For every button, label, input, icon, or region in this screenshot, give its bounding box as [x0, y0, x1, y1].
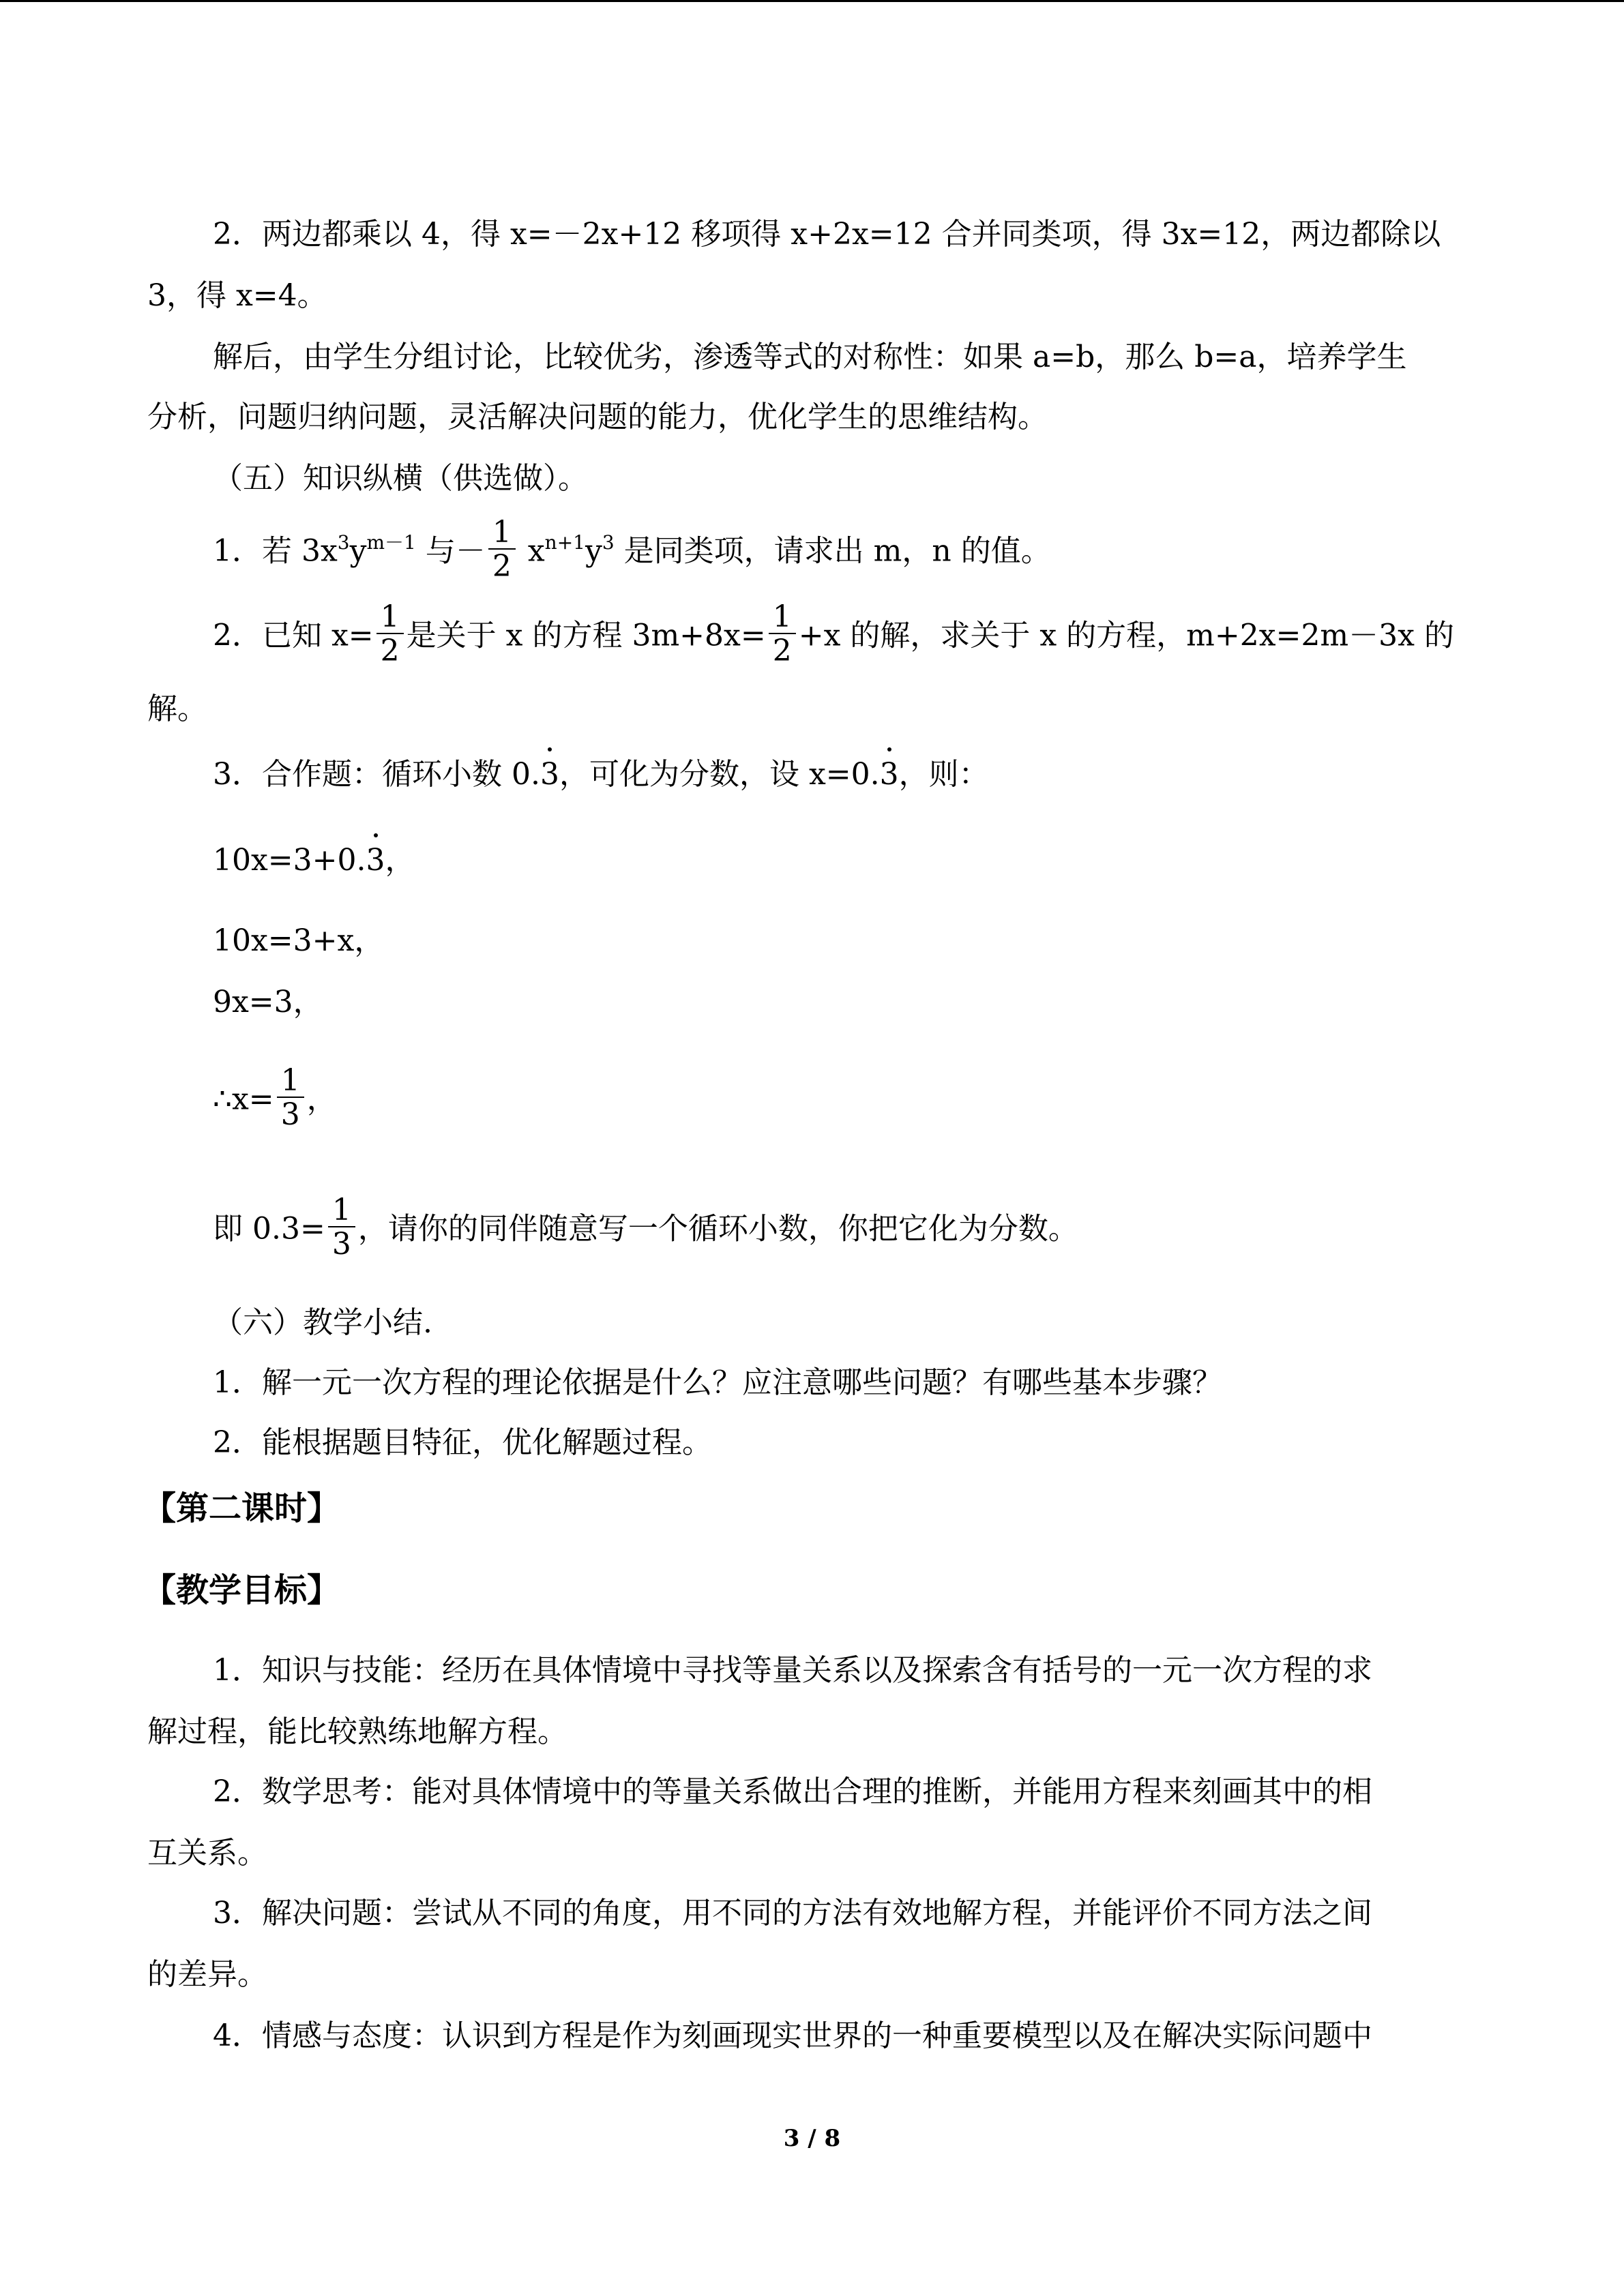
equation-3: 9x=3，: [213, 985, 323, 1019]
question-2-line2: 解。: [147, 691, 207, 726]
repeating-digit: 3: [540, 754, 559, 795]
goal-2-line2: 互关系。: [147, 1836, 267, 1870]
para-discussion-line1: 解后，由学生分组讨论，比较优劣，渗透等式的对称性：如果 a=b，那么 b=a，培养学生: [213, 340, 1407, 374]
para-step2-line2: 3，得 x=4。: [147, 278, 327, 313]
equation-1: 10x=3+0.3，: [213, 840, 415, 881]
goal-3-line2: 的差异。: [147, 1957, 267, 1992]
para-step2-line1: 2．两边都乘以 4，得 x=－2x+12 移项得 x+2x=12 合并同类项，得 3x=12，两边都除以: [213, 217, 1441, 252]
summary-item-2: 2．能根据题目特征，优化解题过程。: [213, 1425, 712, 1460]
fraction-one-half: $\frac{1}{2}$: [769, 601, 796, 668]
equation-5: 即 0.3= $\frac{1}{3}$ ，请你的同伴随意写一个循环小数，你把它化为分数。: [213, 1193, 1078, 1262]
section-5-title: （五）知识纵横（供选做）。: [213, 461, 588, 496]
question-3: 3．合作题：循环小数 0.3，可化为分数，设 x=0.3，则：: [213, 754, 989, 795]
question-1: 1．若 $3x^3y^{m-1}$ 与－ $\frac{1}{2}$ $x^{n+1}y^3$ 是同类项，请求出 m，n 的值。: [213, 515, 1051, 584]
equation-4: ∴x= $\frac{1}{3}$ ，: [213, 1063, 337, 1132]
goal-2-line1: 2．数学思考：能对具体情境中的等量关系做出合理的推断，并能用方程来刻画其中的相: [213, 1774, 1372, 1809]
fraction-one-third: $\frac{1}{3}$: [328, 1195, 355, 1262]
summary-item-1: 1．解一元一次方程的理论依据是什么？应注意哪些问题？有哪些基本步骤？: [213, 1365, 1222, 1400]
repeating-digit: 3: [366, 840, 385, 881]
equation-2: 10x=3+x，: [213, 923, 385, 958]
para-discussion-line2: 分析，问题归纳问题，灵活解决问题的能力，优化学生的思维结构。: [147, 400, 1048, 434]
heading-teaching-goals: 【教学目标】: [143, 1571, 340, 1609]
fraction-one-half: $\frac{1}{2}$: [488, 517, 516, 584]
goal-3-line1: 3．解决问题：尝试从不同的角度，用不同的方法有效地解方程，并能评价不同方法之间: [213, 1896, 1372, 1930]
goal-4-line1: 4．情感与态度：认识到方程是作为刻画现实世界的一种重要模型以及在解决实际问题中: [213, 2018, 1372, 2053]
fraction-one-half: $\frac{1}{2}$: [377, 601, 404, 668]
page-number: 3 / 8: [783, 2125, 841, 2152]
section-6-title: （六）教学小结.: [213, 1305, 432, 1340]
goal-1-line1: 1．知识与技能：经历在具体情境中寻找等量关系以及探索含有括号的一元一次方程的求: [213, 1653, 1372, 1688]
goal-1-line2: 解过程，能比较熟练地解方程。: [147, 1714, 567, 1749]
top-border-line: [0, 0, 1624, 2]
heading-second-lesson: 【第二课时】: [143, 1489, 340, 1527]
repeating-digit: 3: [880, 754, 899, 795]
fraction-one-third: $\frac{1}{3}$: [277, 1065, 304, 1132]
question-2-line1: 2．已知 x= $\frac{1}{2}$ 是关于 x 的方程 3m+8x= $\frac{1}{2}$ +x 的解，求关于 x 的方程，m+2x=2m－3x 的: [213, 599, 1454, 668]
